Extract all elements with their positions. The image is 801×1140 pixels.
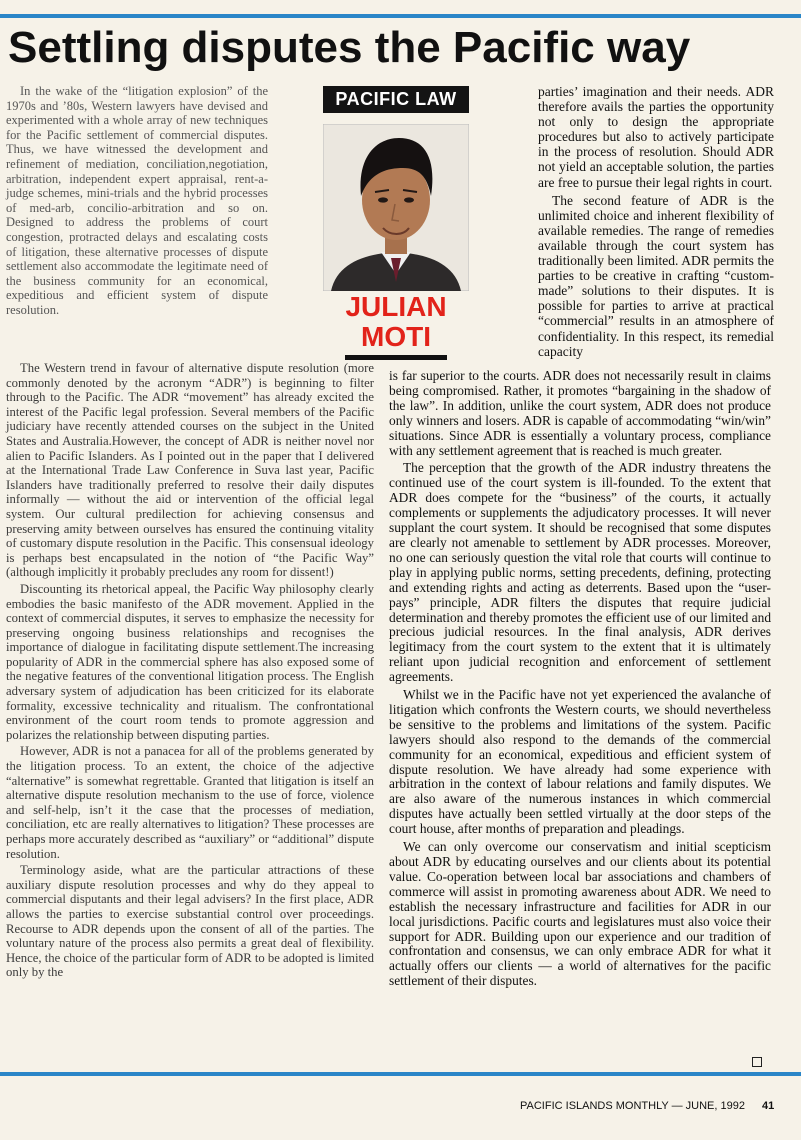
article-headline: Settling disputes the Pacific way	[8, 23, 691, 72]
footer-publication: PACIFIC ISLANDS MONTHLY — JUNE, 1992	[520, 1100, 745, 1112]
author-rule	[345, 355, 447, 360]
column-right-bottom	[389, 369, 771, 992]
paragraph: The second feature of ADR is the unlimited choice and inherent flexibility of available remedies. The range of remedies available through the court system has traditionally been limited. ADR permits the parties to be creative in crafting “custom-made” solutions to their disputes. It is possible for parties to arrive at practical “commercial” results in an atmosphere of confidentiality. In this respect, its remedial capacity	[538, 192, 774, 359]
top-rule	[0, 14, 801, 18]
paragraph: The perception that the growth of the ADR industry threatens the continued use of the court system is ill-founded. To the extent that ADR does compete for the “business” of the courts, it actually complements or supplements the adjudicatory processes. It will never supplant the court system. It should be recognised that some disputes are clearly not amenable to settlement by ADR processes. Moreover, no one can seriously question the vital role that courts will continue to play in applying public norms, setting precedents, defining, protecting and extending rights and acting as deterrents. Based upon the “user-pays” principle, ADR filters the disputes that require judicial determination and thereby promotes the efficient use of our limited and precious judicial resources. In the final analysis, ADR derives legitimacy from the court system to the extent that it is ultimately reliant upon judicial recognition and enforcement of settlement agreements.	[389, 460, 772, 685]
author-photo	[323, 124, 469, 291]
author-last-name: MOTI	[361, 321, 431, 352]
paragraph: parties’ imagination and their needs. ADR therefore avails the parties the opportunity not only to design the appropriate procedures but also to actively participate in the process of resolution. Should ADR not yield an acceptable solution, the parties are free to pursue their legal rights in court.	[538, 84, 774, 190]
column-right-top	[538, 84, 774, 362]
paragraph: We can only overcome our conservatism and initial scepticism about ADR by educating ourselves and our clients about its potential value. Co-operation between local bar associations and chambers of commerce will assist in promoting awareness about ADR. We need to establish the necessary infrastructure and facilities for ADR in our local jurisdictions. Pacific courts and legislatures must also voice their support for ADR. Building upon our experience and our tradition of confrontation and consensus, we can only embrace ADR for what it actually offers our clients — a world of alternatives for the pacific settlement of their disputes.	[389, 839, 771, 989]
paragraph: The Western trend in favour of alternative dispute resolution (more commonly denoted by the acronym “ADR”) is beginning to filter through to the Pacific. The ADR “movement” has already excited the interest of the Pacific legal profession. Several members of the Pacific judiciary have recently attended courses on the subject in the United States and Australia.However, the concept of ADR is neither novel nor alien to Pacific Islanders. As I pointed out in the paper that I delivered at the International Trade Law Conference in Suva last year, Pacific Islanders have traditionally preferred to resolve their daily disputes informally — without the aid or intervention of the official legal system. Our cultural predilection for achieving consensus and preserving amity between ourselves has ensured the continuing vitality of customary dispute resolution in the Pacific. This consensual ideology is perhaps best encapsulated in the notion of “the Pacific Way” (although implicitly it probably precludes any room for dissent!)	[6, 361, 374, 580]
paragraph: is far superior to the courts. ADR does not necessarily result in claims being compromised. Rather, it promotes “bargaining in the shadow of the law”. In addition, unlike the court system, ADR does not produce only winners and losers. ADR is capable of accommodating “win/win” situations. Since ADR is essentially a voluntary process, compliance with any settlement agreement that is reached is much greater.	[389, 368, 771, 458]
page-number: 41	[762, 1100, 775, 1112]
bottom-rule	[0, 1072, 801, 1076]
section-label: PACIFIC LAW	[323, 86, 469, 113]
paragraph: Terminology aside, what are the particular attractions of these auxiliary dispute resolution processes and why do they appeal to commercial disputants and their legal advisers? In the first place, ADR allows the parties to exercise substantial control over proceedings. Recourse to ADR depends upon the consent of all of the parties. The voluntary nature of the process also permits a great deal of flexibility. Hence, the choice of the particular form of ADR to be adopted is limited only by the	[6, 863, 374, 980]
end-mark-icon	[752, 1057, 762, 1067]
paragraph: Whilst we in the Pacific have not yet experienced the avalanche of litigation which confronts the Western courts, we should nevertheless be sensitive to the problems and limitations of the system. Pacific lawyers should also respond to the demands of the commercial community for an economical, expeditious and efficient system of dispute resolution. We have already had some experience with arbitration in the context of labour relations and family disputes. We are also aware of the numerous instances in which commercial disputes have actually been settled virtually at the door steps of the court house, after months of preparation and pleadings.	[389, 687, 771, 837]
paragraph: Discounting its rhetorical appeal, the Pacific Way philosophy clearly embodies the basic manifesto of the ADR movement. Applied in the context of commercial disputes, it serves to emphasize the necessity for preserving ongoing business relationships and recognises the importance of dialogue in facilitating dispute settlement.The increasing popularity of ADR in the commercial sphere has also exposed some of the negative features of the conventional litigation process. The English adversary system of adjudication has been criticized for its elaborate formality, excessive technicality and ritualism. The confrontational environment of the court room tends to promote aggression and polarizes the relationship between disputing parties.	[6, 581, 374, 742]
column-left-bottom	[6, 361, 374, 982]
column-left-top	[6, 84, 268, 318]
author-first-name: JULIAN	[345, 291, 447, 322]
author-name	[314, 292, 478, 352]
paragraph: In the wake of the “litigation explosion” of the 1970s and ’80s, Western lawyers have devised and experimented with a whole array of new techniques for the Pacific settlement of commercial disputes. Thus, we have witnessed the development and refinement of mediation, conciliation,negotiation, arbitration, independent expert appraisal, rent-a-judge schemes, mini-trials and the hybrid processes of med-arb, concilio-arbitration and so on. Designed to address the problems of court congestion, protracted delays and escalating costs of litigation, these alternative processes of dispute settlement also accommodate the legitimate need of the business community for an economical, expeditious and efficient system of dispute resolution.	[6, 84, 268, 317]
paragraph: However, ADR is not a panacea for all of the problems generated by the litigation process. To an extent, the choice of the adjective “alternative” is somewhat regrettable. Granted that litigation is itself an alternative dispute resolution mechanism to the use of force, violence and self-help, isn’t it the case that the processes of mediation, conciliation, etc are really alternatives to litigation? These processes are perhaps more accurately described as “auxiliary” or “additional” dispute resolution.	[6, 744, 374, 861]
page-footer	[520, 1100, 775, 1112]
